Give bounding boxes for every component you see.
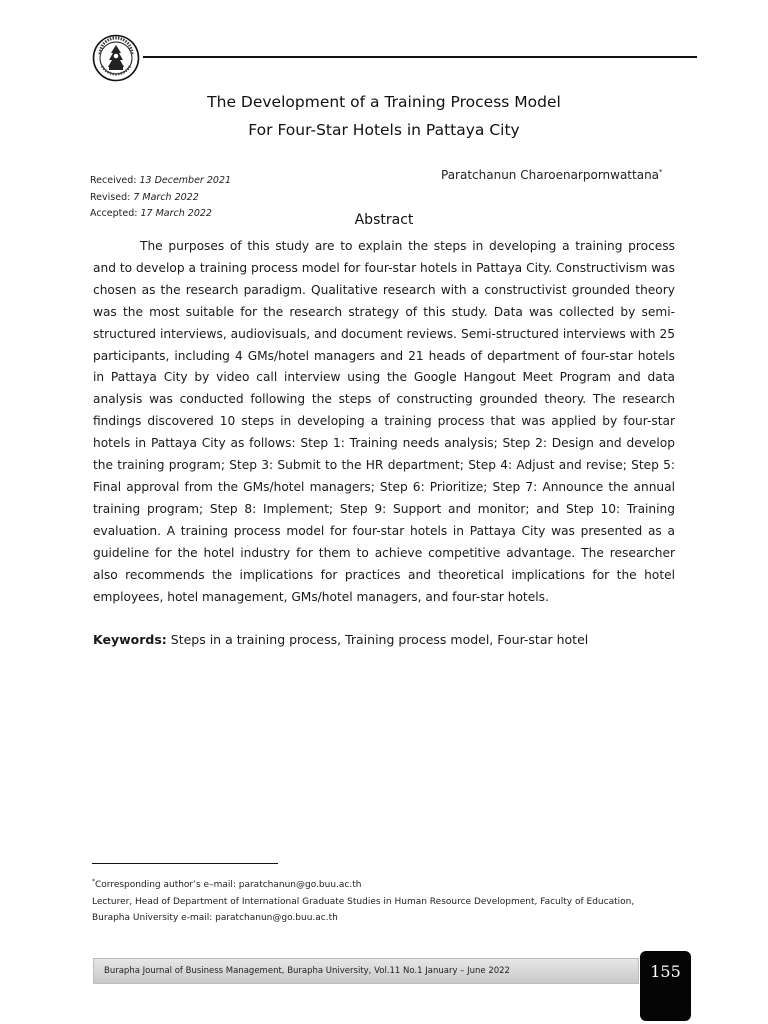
author-name: Paratchanun Charoenarpornwattana* [441,168,663,182]
paper-title-line2: For Four-Star Hotels in Pattaya City [248,121,520,139]
keywords [93,632,588,647]
paper-title-line1: The Development of a Training Process Model [207,93,561,111]
header-rule [143,56,697,58]
abstract-heading: Abstract [354,212,414,228]
author-footnote-mark: * [659,168,663,176]
university-seal-icon [92,34,140,82]
accepted-date: Accepted: 17 March 2022 [90,208,212,219]
page-number: 155 [650,962,681,981]
footnote-affiliation: Lecturer, Head of Department of International Graduate Studies in Human Resource Development, Faculty of Education, [92,896,635,907]
journal-footer-bar [93,958,639,984]
page-number-box [640,951,691,1021]
abstract-body: The purposes of this study are to explain the steps in developing a training process and to develop a training process model for four-star hotels in Pattaya City. Constructivism was chosen as the research paradigm. Qualitative research with a constructivist grounded theory was the most suitable for the research strategy of this study. Data was collected by semi-structured interviews, audiovisuals, and document reviews. Semi-structured interviews with 25 participants, including 4 GMs/hotel managers and 21 heads of department of four-star hotels in Pattaya City by video call interview using the Google Hangout Meet Program and data analysis was conducted following the steps of constructing grounded theory. The research findings discovered 10 steps in developing a training process that was applied by four-star hotels in Pattaya City as follows: Step 1: Training needs analysis; Step 2: Design and develop the training program; Step 3: Submit to the HR department; Step 4: Adjust and revise; Step 5: Final approval from the GMs/hotel managers; Step 6: Prioritize; Step 7: Announce the annual training program; Step 8: Implement; Step 9: Support and monitor; and Step 10: Training evaluation. A training process model for four-star hotels in Pattaya City was presented as a guideline for the hotel industry for them to achieve competitive advantage. The researcher also recommends the implications for practices and theoretical implications for the hotel employees, hotel management, GMs/hotel managers, and four-star hotels. [93,239,675,604]
received-date: Received: 13 December 2021 [90,175,232,186]
journal-citation: Burapha Journal of Business Management, Burapha University, Vol.11 No.1 January – June 2022 [104,966,510,976]
keywords-text: Steps in a training process, Training process model, Four-star hotel [166,632,589,647]
footnotes [92,874,682,927]
footnote-affiliation-cont: Burapha University e-mail: paratchanun@go.buu.ac.th [92,913,338,923]
revised-date: Revised: 7 March 2022 [90,191,199,203]
footnote-corresponding: *Corresponding author’s e–mail: paratchanun@go.buu.ac.th [92,878,362,890]
footnote-rule [92,863,278,864]
keywords-label: Keywords: [93,632,167,647]
